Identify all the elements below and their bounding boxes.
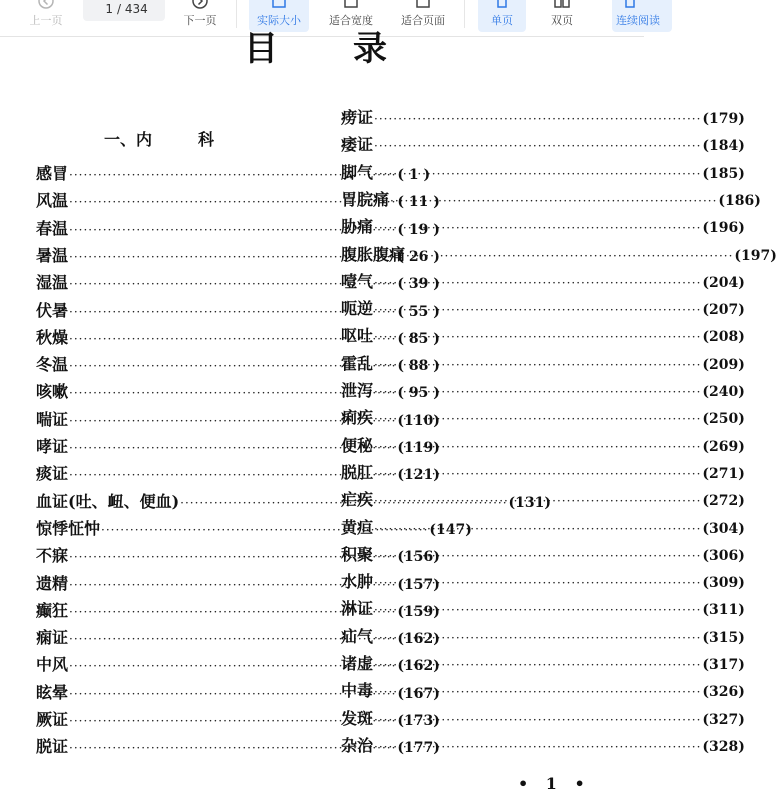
toc-entry[interactable] [341, 107, 745, 129]
toc-leader-dots [374, 272, 701, 294]
page-total: / 434 [117, 2, 148, 16]
toc-entry-title: 春温 [36, 218, 69, 238]
actual-size-label: 实际大小 [257, 14, 301, 27]
toc-entry-title: 血证(吐、衄、便血) [36, 491, 180, 511]
toc-entry-page: (184) [702, 138, 745, 155]
toc-entry[interactable] [341, 244, 777, 266]
toc-entry-title: 黄疸 [341, 517, 374, 537]
toc-entry-page: ( 85 ) [397, 330, 440, 347]
toc-leader-dots [374, 163, 701, 185]
toc-entry[interactable] [341, 544, 745, 566]
toc-entry[interactable] [341, 162, 745, 184]
toc-entry-title: 暑温 [36, 245, 69, 265]
toc-entry-title: 中毒 [341, 681, 374, 701]
toc-entry-page: (326) [702, 684, 745, 701]
continuous-read-label: 连续阅读 [616, 14, 660, 27]
toc-entry[interactable] [341, 571, 745, 593]
toc-entry-title: 冬温 [36, 355, 69, 375]
toc-entry-title: 惊悸怔忡 [36, 518, 101, 538]
actual-size-icon [269, 0, 289, 10]
toc-entry-page: (317) [702, 657, 745, 673]
toc-leader-dots [374, 354, 701, 376]
toc-entry-title: 胁痛 [341, 217, 374, 237]
toc-entry-title: 呕吐 [341, 326, 374, 346]
toc-entry-page: (209) [702, 356, 745, 373]
toc-entry-title: 脱肛 [341, 462, 374, 482]
toc-entry[interactable] [341, 653, 745, 675]
toc-entry-title: 厥证 [36, 710, 69, 729]
section-heading-part1: 一、内 [104, 130, 153, 149]
toc-entry[interactable] [341, 216, 745, 238]
toc-entry-title: 腹胀腹痛 [341, 244, 406, 264]
toc-entry-page: (271) [702, 465, 745, 482]
toc-leader-dots [374, 490, 701, 512]
toc-entry[interactable] [341, 353, 745, 375]
toc-leader-dots [374, 518, 701, 540]
arrow-left-circle-icon [36, 0, 56, 10]
toc-leader-dots [374, 572, 701, 594]
toc-entry-page: (207) [702, 302, 745, 319]
toc-entry[interactable] [341, 598, 745, 620]
single-page-icon [492, 0, 512, 10]
toc-entry-page: (269) [702, 438, 745, 455]
toc-entry-page: ( 19 ) [397, 221, 440, 238]
toc-entry-title: 疝气 [341, 626, 374, 646]
toc-entry-title: 脚气 [341, 162, 374, 182]
toc-leader-dots [374, 599, 701, 621]
toc-entry-page: ( 88 ) [397, 358, 440, 375]
toc-entry-title: 泄泻 [341, 381, 374, 400]
toc-leader-dots [374, 463, 701, 485]
toc-entry-title: 杂治 [341, 735, 374, 755]
toc-entry-title: 痨证 [341, 108, 374, 127]
toc-leader-dots [374, 627, 701, 649]
toc-entry-page: (311) [702, 602, 745, 619]
toc-entry[interactable] [341, 407, 745, 429]
toc-leader-dots [374, 326, 701, 348]
toc-entry-page: (162) [397, 631, 440, 648]
toc-entry[interactable] [341, 517, 745, 539]
toc-leader-dots [374, 436, 701, 458]
toc-entry-title: 霍乱 [341, 353, 374, 373]
toc-entry-title: 水肿 [341, 572, 374, 592]
toc-entry[interactable] [341, 298, 745, 320]
toc-entry-page: ( 39 ) [397, 276, 440, 293]
toc-leader-dots [374, 217, 701, 239]
toc-entry[interactable] [341, 271, 745, 293]
double-page-icon [552, 0, 572, 10]
toc-entry-page: (110) [397, 412, 440, 429]
toc-entry-page: (186) [718, 192, 761, 209]
toc-entry-title: 胃脘痛 [341, 189, 390, 209]
toc-entry-title: 噎气 [341, 271, 374, 291]
toc-entry-page: ( 55 ) [397, 303, 440, 320]
double-page-label: 双页 [551, 14, 573, 27]
next-page-label: 下一页 [183, 14, 217, 27]
toc-entry-page: (177) [397, 740, 440, 757]
toc-entry-page: (167) [397, 685, 440, 702]
toc-leader-dots [374, 135, 701, 157]
page-indicator [83, 0, 165, 21]
fit-page-label: 适合页面 [401, 14, 445, 27]
toc-entry-page: ( 26 ) [397, 248, 440, 265]
title-char-1: 目 [244, 29, 280, 69]
toc-entry-page: (121) [397, 467, 440, 484]
toc-entry-page: (173) [397, 713, 440, 729]
toc-entry-title: 痿证 [341, 135, 374, 155]
toc-entry-title: 咳嗽 [36, 382, 69, 402]
continuous-page-icon [620, 0, 640, 10]
toc-entry-title: 不寐 [36, 546, 69, 566]
toc-entry-title: 喘证 [36, 409, 69, 429]
toc-entry-title: 眩晕 [36, 682, 69, 702]
toc-leader-dots [374, 736, 701, 758]
arrow-right-circle-icon [190, 0, 210, 10]
toc-entry-page: (147) [429, 521, 472, 538]
toc-entry-page: (179) [702, 111, 745, 127]
toc-entry-title: 便秘 [341, 435, 374, 455]
toc-leader-dots [374, 545, 701, 567]
toc-entry[interactable] [341, 134, 745, 156]
fit-width-icon [341, 0, 361, 10]
toc-leader-dots [406, 245, 733, 267]
toc-entry-title: 积聚 [341, 544, 374, 564]
toc-entry-title: 发斑 [341, 708, 374, 728]
toc-leader-dots [374, 108, 701, 130]
toc-leader-dots [390, 190, 717, 212]
toc-entry-page: (328) [702, 738, 745, 755]
toc-entry-title: 癫狂 [36, 600, 69, 620]
toc-leader-dots [374, 299, 701, 321]
toc-entry-page: (157) [397, 576, 440, 593]
toc-entry-page: (131) [508, 494, 552, 511]
toc-entry-page: (304) [702, 520, 745, 537]
toc-entry-page: ( 11 ) [397, 194, 440, 211]
toc-entry[interactable] [341, 489, 745, 511]
toc-entry-title: 哮证 [36, 437, 69, 456]
toc-entry-page: (306) [702, 547, 745, 564]
toc-entry-page: ( 1 ) [397, 167, 431, 183]
toc-entry-page: (327) [702, 711, 745, 728]
toc-entry[interactable] [341, 380, 745, 402]
toc-leader-dots [374, 681, 701, 703]
fit-width-label: 适合宽度 [329, 14, 373, 27]
toc-entry[interactable] [341, 435, 745, 457]
toc-entry-page: (162) [397, 658, 440, 675]
toc-entry-page: ( 95 ) [397, 385, 440, 402]
toc-entry[interactable] [341, 462, 745, 484]
toc-entry-title: 诸虚 [341, 654, 374, 673]
toc-entry-title: 伏暑 [36, 300, 69, 320]
toc-leader-dots [374, 408, 701, 430]
toc-entry-title: 脱证 [36, 737, 69, 757]
toc-entry-page: (119) [397, 440, 440, 456]
page-number: • 1 • [518, 774, 591, 793]
toc-entry-title: 淋证 [341, 599, 374, 619]
toc-entry-page: (197) [734, 247, 777, 264]
toc-entry-page: (309) [702, 575, 745, 592]
single-page-label: 单页 [491, 14, 513, 27]
toc-entry-title: 湿温 [36, 273, 69, 293]
toc-entry-title: 呃逆 [341, 299, 374, 319]
toc-entry[interactable] [341, 708, 745, 730]
toc-entry-page: (204) [702, 274, 745, 291]
fit-page-icon [413, 0, 433, 10]
toc-entry-page: (272) [702, 493, 745, 510]
toc-entry[interactable] [341, 189, 761, 211]
toc-leader-dots [374, 654, 701, 676]
toc-entry-page: (156) [397, 549, 440, 566]
toc-entry-page: (196) [702, 220, 745, 237]
page-title [0, 25, 644, 69]
section-heading-part2: 科 [198, 130, 215, 149]
toc-leader-dots [374, 709, 701, 731]
toc-entry[interactable] [341, 735, 745, 757]
toc-entry-page: (250) [702, 411, 745, 428]
section-heading [104, 127, 214, 150]
title-char-2: 录 [353, 29, 389, 69]
prev-page-label: 上一页 [29, 14, 63, 27]
toc-entry[interactable] [341, 680, 745, 702]
toc-entry-title: 痰证 [36, 464, 69, 484]
toc-entry-title: 痢疾 [341, 408, 374, 428]
page-number-input[interactable] [89, 1, 113, 17]
toc-entry-title: 遗精 [36, 573, 69, 593]
toc-entry[interactable] [341, 325, 745, 347]
toc-leader-dots [374, 381, 701, 403]
toc-entry-title: 风温 [36, 191, 69, 211]
toc-entry-title: 秋燥 [36, 327, 69, 347]
toc-entry-title: 感冒 [36, 164, 69, 183]
toc-entry-title: 疟疾 [341, 490, 374, 510]
toc-entry-page: (240) [702, 384, 745, 400]
toc-entry-title: 痫证 [36, 628, 69, 648]
toc-entry-page: (315) [702, 629, 745, 646]
document-page [0, 29, 777, 797]
toc-entry-page: (185) [702, 165, 745, 182]
toc-entry[interactable] [341, 626, 745, 648]
toc-entry-page: (159) [397, 603, 440, 620]
toolbar-divider [464, 0, 465, 28]
toc-entry-title: 中风 [36, 655, 69, 675]
toolbar-divider [236, 0, 237, 28]
toc-entry-page: (208) [702, 329, 745, 346]
